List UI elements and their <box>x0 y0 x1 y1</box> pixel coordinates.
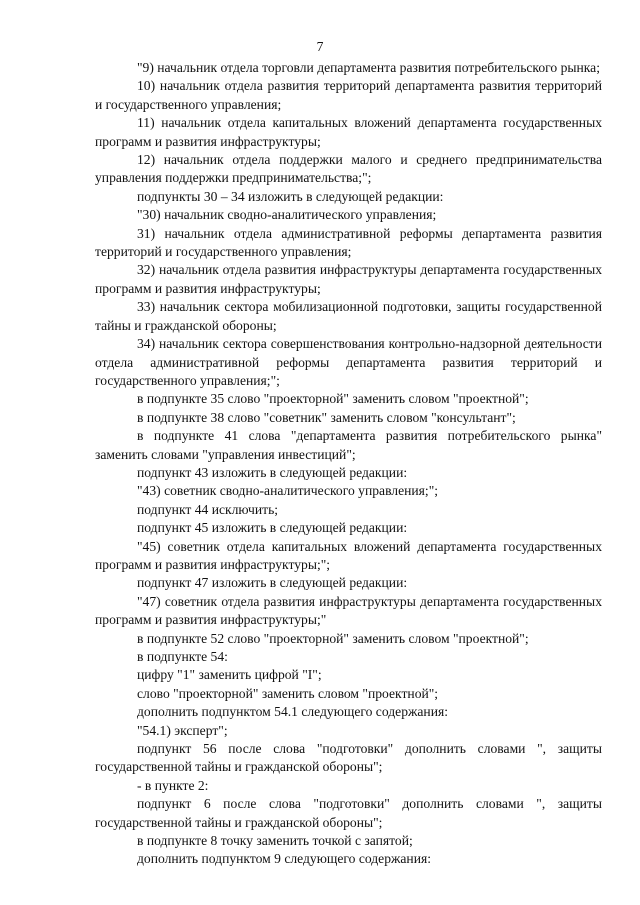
paragraph: "30) начальник сводно-аналитического управления; <box>137 207 437 223</box>
paragraph: подпункт 44 исключить; <box>137 501 279 517</box>
paragraph: "43) советник сводно-аналитического управления;"; <box>137 483 439 499</box>
paragraph: 31) начальник отдела административной реформы департамента развития территорий и государственного управления; <box>95 225 602 260</box>
paragraph: 11) начальник отдела капитальных вложений департамента государственных программ и развития инфраструктуры; <box>95 115 602 149</box>
paragraph: "9) начальник отдела торговли департамента развития потребительского рынка; <box>137 60 600 75</box>
paragraph: "45) советник отдела капитальных вложений департамента государственных программ и развития инфраструктуры;"; <box>95 538 602 572</box>
document-body <box>95 59 602 869</box>
paragraph: подпункт 6 после слова "подготовки" дополнить словами ", защиты государственной тайны и гражданской обороны"; <box>95 796 602 830</box>
paragraph: 32) начальник отдела развития инфраструктуры департамента государственных программ и развития инфраструктуры; <box>95 262 602 296</box>
paragraph: в подпункте 38 слово "советник" заменить словом "консультант"; <box>137 409 516 425</box>
paragraph: 34) начальник сектора совершенствования контрольно-надзорной деятельности отдела административной реформы департамента развития территорий и государственного управления;"; <box>95 336 602 388</box>
paragraph: в подпункте 8 точку заменить точкой с запятой; <box>137 833 413 849</box>
paragraph: в подпункте 35 слово "проекторной" заменить словом "проектной"; <box>137 391 529 407</box>
paragraph: 33) начальник сектора мобилизационной подготовки, защиты государственной тайны и гражданской обороны; <box>95 299 602 333</box>
paragraph: 12) начальник отдела поддержки малого и среднего предпринимательства управления поддержки предпринимательства;"; <box>95 152 602 186</box>
paragraph: "47) советник отдела развития инфраструктуры департамента государственных программ и развития инфраструктуры;" <box>95 593 602 628</box>
paragraph: подпункт 56 после слова "подготовки" дополнить словами ", защиты государственной тайны и гражданской обороны"; <box>95 741 602 775</box>
paragraph: слово "проекторной" заменить словом "проектной"; <box>137 685 439 701</box>
paragraph: подпункт 47 изложить в следующей редакции: <box>137 575 408 591</box>
paragraph: подпункт 45 изложить в следующей редакции: <box>137 520 408 536</box>
paragraph: подпункт 43 изложить в следующей редакции: <box>137 464 408 480</box>
paragraph: - в пункте 2: <box>137 777 209 793</box>
paragraph: 10) начальник отдела развития территорий департамента развития территорий и государственного управления; <box>95 78 602 112</box>
paragraph: цифру "1" заменить цифрой "I"; <box>137 667 322 683</box>
paragraph: в подпункте 52 слово "проекторной" заменить словом "проектной"; <box>137 630 529 646</box>
paragraph: дополнить подпунктом 9 следующего содержания: <box>137 851 432 867</box>
paragraph: в подпункте 54: <box>137 649 228 664</box>
paragraph: дополнить подпунктом 54.1 следующего содержания: <box>137 704 448 720</box>
paragraph: в подпункте 41 слова "департамента развития потребительского рынка" заменить словами "управления инвестиций"; <box>95 428 602 462</box>
paragraph: "54.1) эксперт"; <box>137 722 228 738</box>
page-number: 7 <box>316 39 324 54</box>
paragraph: подпункты 30 – 34 изложить в следующей редакции: <box>137 188 444 204</box>
